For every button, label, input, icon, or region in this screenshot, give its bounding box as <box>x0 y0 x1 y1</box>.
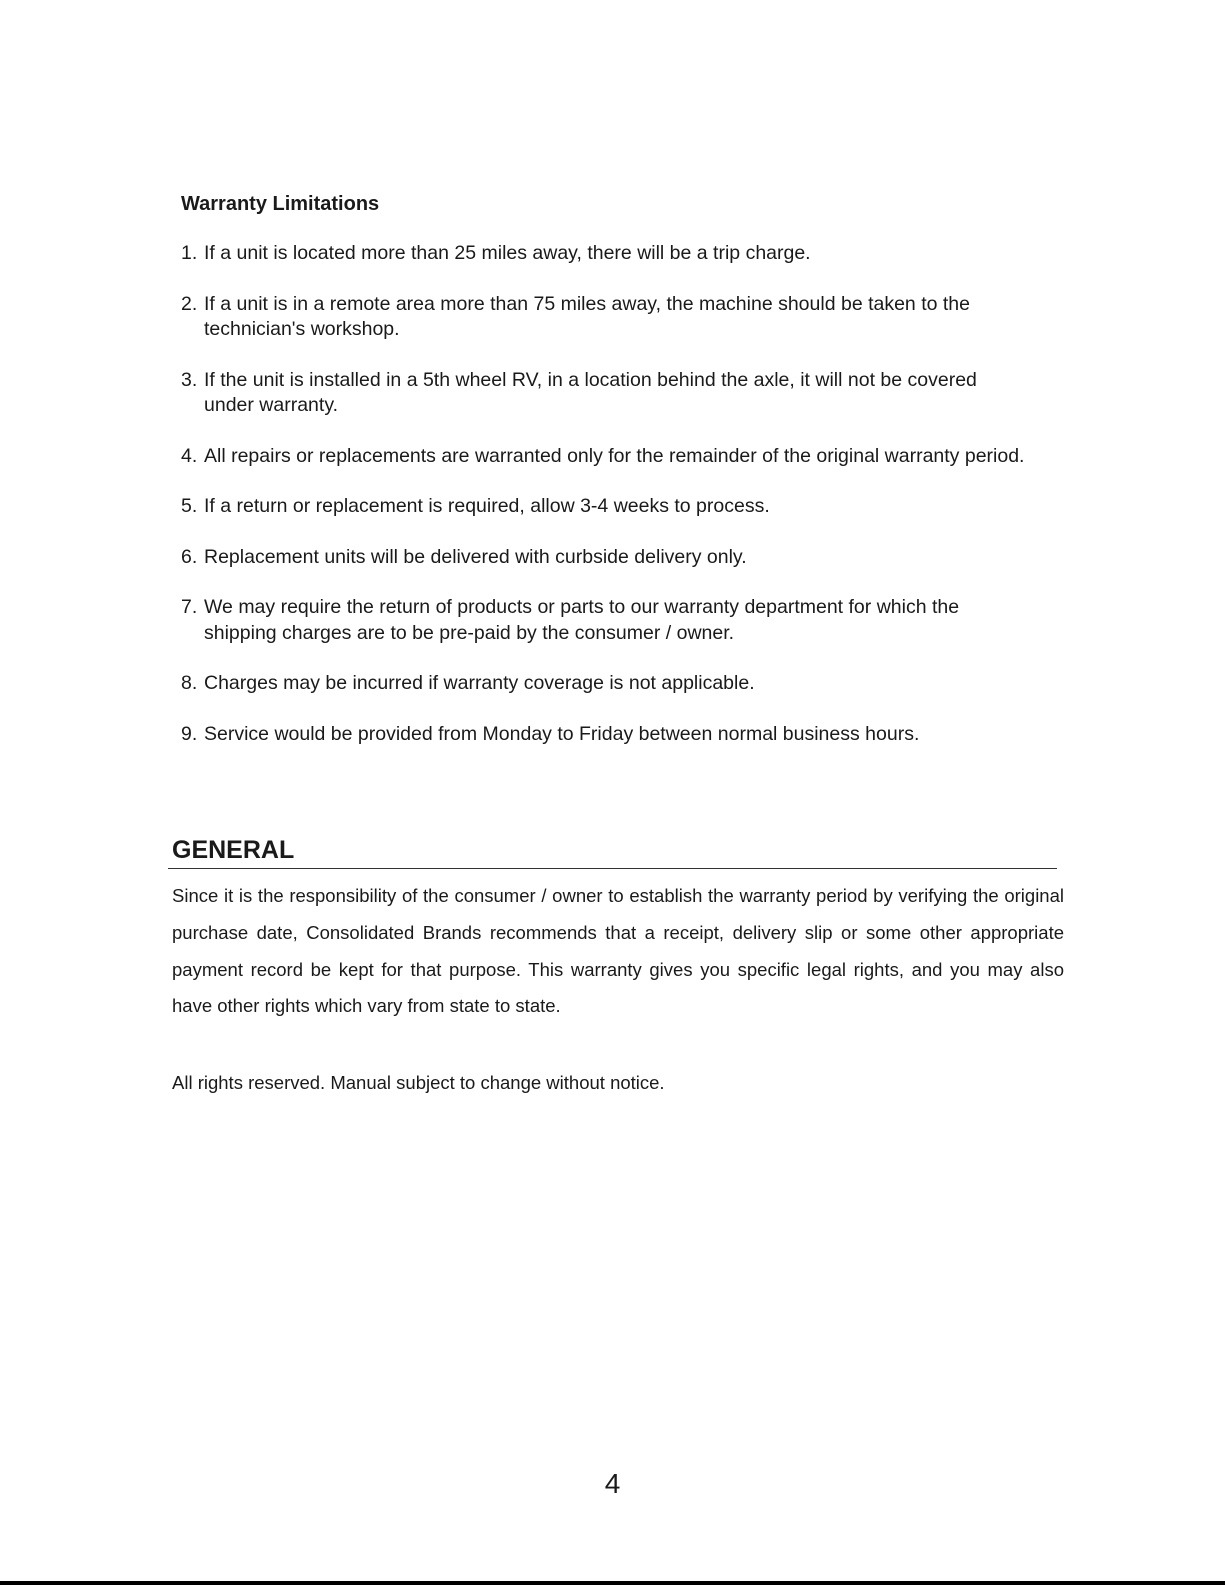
list-item <box>181 444 1101 470</box>
list-item <box>181 241 1101 267</box>
list-item <box>181 368 1101 419</box>
list-item-text: All repairs or replacements are warranted only for the remainder of the original warranty period. <box>204 444 1025 467</box>
page-number: 4 <box>604 1468 621 1499</box>
list-item-number: 2. <box>181 292 198 315</box>
list-item-number: 7. <box>181 596 198 618</box>
list-item-number: 9. <box>181 722 198 745</box>
section-divider <box>168 868 1057 869</box>
list-item-number: 4. <box>181 444 198 467</box>
list-item-number: 8. <box>181 672 198 694</box>
general-paragraph: Since it is the responsibility of the consumer / owner to establish the warranty period by verifying the original purchase date, Consolidated Brands recommends that a receipt, delivery slip or some other appropriate payment record be kept for that purpose. This warranty gives you specific legal rights, and you may also have other rights which vary from state to state. <box>172 885 1064 1017</box>
list-item <box>181 722 1101 748</box>
list-item-text: Service would be provided from Monday to Friday between normal business hours. <box>204 722 920 745</box>
list-item <box>181 545 1101 571</box>
list-item-text: If the unit is installed in a 5th wheel RV, in a location behind the axle, it will not be covered under warranty. <box>204 368 977 416</box>
list-item-text: We may require the return of products or parts to our warranty department for which the shipping charges are to be pre-paid by the consumer / owner. <box>204 596 960 644</box>
general-heading: GENERAL <box>172 836 295 864</box>
list-item-text: If a return or replacement is required, allow 3-4 weeks to process. <box>204 495 770 517</box>
list-item <box>181 494 1101 520</box>
list-item-text: Charges may be incurred if warranty coverage is not applicable. <box>204 672 755 694</box>
list-item <box>181 595 1101 646</box>
warranty-limitations-heading: Warranty Limitations <box>181 193 380 215</box>
list-item-text: If a unit is located more than 25 miles away, there will be a trip charge. <box>204 242 811 264</box>
list-item-text: If a unit is in a remote area more than 75 miles away, the machine should be taken to the technician's workshop. <box>204 292 970 340</box>
list-item <box>181 671 1101 697</box>
warranty-limitations-list <box>181 241 1101 747</box>
rights-reserved-note: All rights reserved. Manual subject to change without notice. <box>172 1072 665 1093</box>
list-item-number: 3. <box>181 368 198 391</box>
bottom-border <box>0 1581 1225 1585</box>
list-item-number: 5. <box>181 495 198 517</box>
list-item-number: 1. <box>181 242 198 264</box>
list-item <box>181 292 1101 343</box>
list-item-text: Replacement units will be delivered with curbside delivery only. <box>204 545 747 568</box>
list-item-number: 6. <box>181 545 198 568</box>
